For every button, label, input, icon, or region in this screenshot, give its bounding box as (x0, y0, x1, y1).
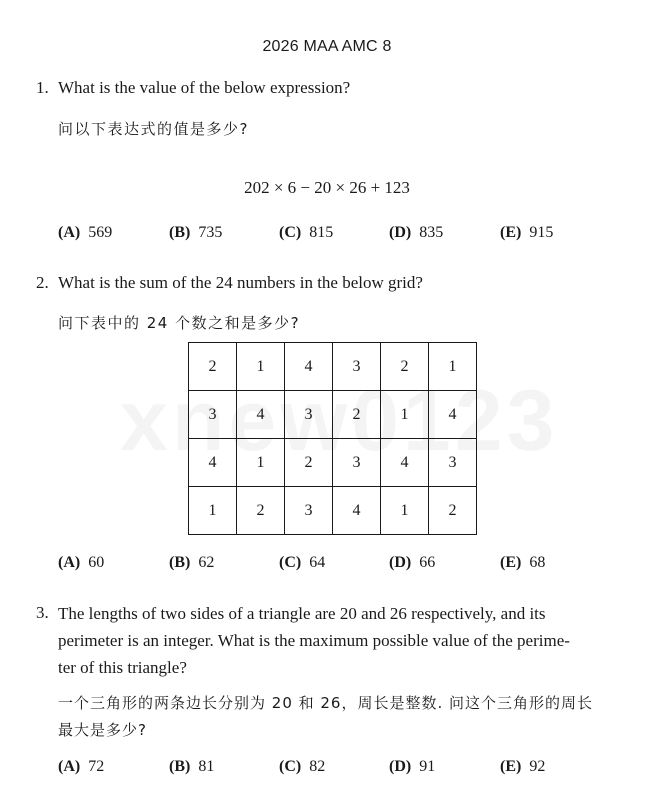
choice-label: (C) (279, 224, 302, 241)
question-number: 3. (36, 603, 49, 622)
question-number: 2. (36, 273, 49, 292)
grid-cell: 2 (189, 343, 237, 391)
choice-label: (B) (169, 224, 191, 241)
grid-cell: 1 (381, 487, 429, 535)
question-2-zh: 问下表中的 24 个数之和是多少? (58, 314, 301, 332)
question-1-zh: 问以下表达式的值是多少? (58, 120, 249, 138)
choice-label: (D) (389, 758, 412, 775)
choice-label: (C) (279, 758, 302, 775)
question-zh-line: 一个三角形的两条边长分别为 20 和 26，周长是整数. 问这个三角形的周长 (58, 694, 594, 712)
grid-cell: 4 (381, 439, 429, 487)
question-text-line: perimeter is an integer. What is the maximum possible value of the perime- (58, 631, 570, 650)
choice-b[interactable] (169, 224, 222, 242)
question-text: What is the value of the below expression? (58, 78, 351, 97)
grid-cell: 1 (381, 391, 429, 439)
choice-label: (E) (500, 758, 522, 775)
grid-cell: 1 (237, 439, 285, 487)
choice-value: 735 (198, 224, 223, 241)
choice-value: 815 (309, 224, 334, 241)
answer-choices-q2 (58, 554, 618, 578)
choice-value: 91 (419, 758, 436, 775)
grid-cell: 1 (429, 343, 477, 391)
question-number: 1. (36, 78, 49, 97)
grid-cell: 2 (429, 487, 477, 535)
answer-choices-q3 (58, 758, 618, 782)
choice-value: 66 (419, 554, 436, 571)
choice-label: (A) (58, 224, 81, 241)
question-text: What is the sum of the 24 numbers in the below grid? (58, 273, 423, 292)
grid-row (189, 439, 477, 487)
choice-label: (E) (500, 224, 522, 241)
choice-value: 60 (88, 554, 105, 571)
grid-cell: 1 (237, 343, 285, 391)
choice-c[interactable] (279, 554, 325, 572)
grid-cell: 3 (285, 391, 333, 439)
choice-value: 82 (309, 758, 326, 775)
grid-cell: 4 (189, 439, 237, 487)
choice-e[interactable] (500, 554, 545, 572)
choice-d[interactable] (389, 758, 435, 776)
question-text-line: The lengths of two sides of a triangle are 20 and 26 respectively, and its (58, 604, 546, 623)
grid-cell: 1 (189, 487, 237, 535)
choice-a[interactable] (58, 758, 104, 776)
choice-value: 92 (529, 758, 546, 775)
grid-cell: 3 (333, 343, 381, 391)
choice-label: (A) (58, 758, 81, 775)
grid-cell: 4 (285, 343, 333, 391)
choice-value: 68 (529, 554, 546, 571)
grid-cell: 3 (189, 391, 237, 439)
choice-c[interactable] (279, 224, 333, 242)
grid-cell: 4 (237, 391, 285, 439)
grid-row (189, 343, 477, 391)
grid-cell: 3 (429, 439, 477, 487)
choice-e[interactable] (500, 758, 545, 776)
grid-cell: 2 (333, 391, 381, 439)
choice-e[interactable] (500, 224, 553, 242)
choice-a[interactable] (58, 224, 112, 242)
expression: 202 × 6 − 20 × 26 + 123 (244, 178, 410, 197)
choice-a[interactable] (58, 554, 104, 572)
grid-cell: 3 (333, 439, 381, 487)
answer-choices-q1 (58, 224, 618, 248)
choice-value: 72 (88, 758, 105, 775)
grid-cell: 2 (237, 487, 285, 535)
choice-value: 569 (88, 224, 113, 241)
grid-cell: 2 (381, 343, 429, 391)
grid-cell: 4 (333, 487, 381, 535)
choice-label: (D) (389, 554, 412, 571)
choice-d[interactable] (389, 554, 435, 572)
grid-cell: 3 (285, 487, 333, 535)
choice-label: (B) (169, 758, 191, 775)
choice-label: (D) (389, 224, 412, 241)
question-text-line: ter of this triangle? (58, 658, 187, 677)
choice-value: 915 (529, 224, 554, 241)
choice-value: 835 (419, 224, 444, 241)
choice-value: 64 (309, 554, 326, 571)
page-title: 2026 MAA AMC 8 (262, 38, 392, 55)
choice-label: (C) (279, 554, 302, 571)
number-grid (188, 342, 477, 535)
choice-label: (B) (169, 554, 191, 571)
choice-label: (A) (58, 554, 81, 571)
choice-b[interactable] (169, 758, 214, 776)
grid-row (189, 487, 477, 535)
question-zh-line: 最大是多少? (58, 721, 147, 739)
choice-label: (E) (500, 554, 522, 571)
question-3-zh (58, 690, 618, 744)
choice-value: 81 (198, 758, 215, 775)
grid-cell: 4 (429, 391, 477, 439)
grid-row (189, 391, 477, 439)
grid-cell: 2 (285, 439, 333, 487)
choice-b[interactable] (169, 554, 214, 572)
choice-c[interactable] (279, 758, 325, 776)
question-3-text (58, 600, 620, 681)
choice-value: 62 (198, 554, 215, 571)
choice-d[interactable] (389, 224, 443, 242)
